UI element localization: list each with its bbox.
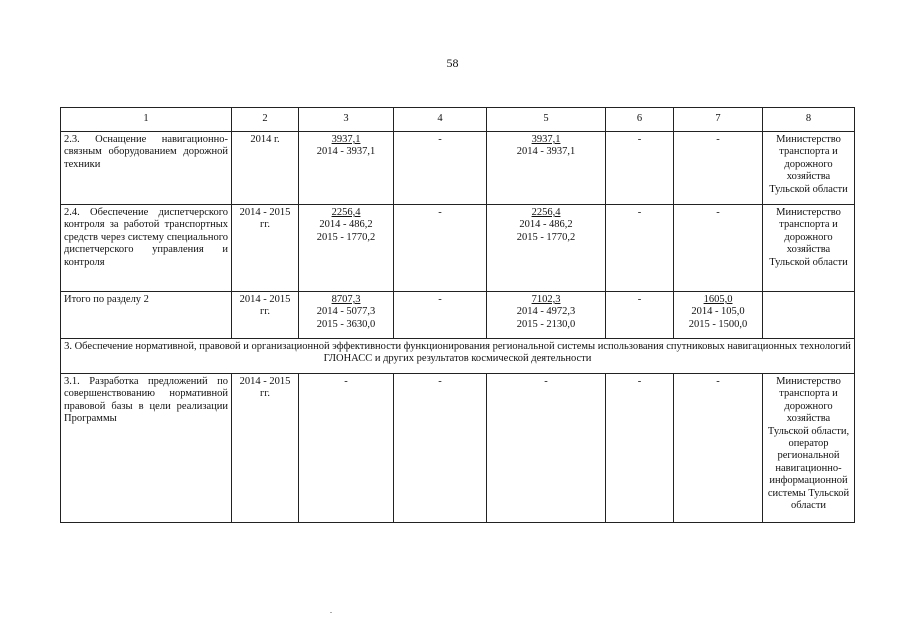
funding-cell-col6: -: [606, 374, 674, 523]
period-line: 2014 - 2015: [239, 207, 291, 218]
responsible-line: транспорта и: [779, 219, 838, 231]
period-cell: [232, 292, 299, 339]
responsible-line: Тульской области: [769, 183, 848, 195]
funding-sum-col7: 1605,0: [703, 294, 733, 305]
responsible-line: региональной: [777, 450, 840, 462]
funding-cell-col6: -: [606, 132, 674, 205]
total-funding-cell: [299, 132, 394, 205]
measure-name: 3.1. Разработка предложений по совершенствованию нормативной правовой базы в цели реализации Программы: [61, 374, 232, 523]
funding-cell-col7: -: [674, 132, 763, 205]
period-cell: [232, 205, 299, 292]
column-header: 2: [232, 108, 299, 132]
funding-cell-col4: -: [394, 132, 487, 205]
table-row: [61, 205, 855, 292]
responsible-line: хозяйства: [786, 244, 831, 256]
total-funding-sum: 2256,4: [331, 207, 361, 218]
column-header: 4: [394, 108, 487, 132]
period-line: гг.: [259, 388, 271, 400]
funding-cell-col4: -: [394, 205, 487, 292]
period-line: гг.: [259, 306, 271, 318]
funding-year-line: 2014 - 486,2: [319, 219, 373, 231]
responsible-line: хозяйства: [786, 171, 831, 183]
funding-year-line: 2014 - 3937,1: [316, 146, 376, 158]
total-funding-cell: [299, 205, 394, 292]
table-header-row: [61, 108, 855, 132]
responsible-cell: [763, 292, 855, 339]
funding-cell-col6: -: [606, 292, 674, 339]
column-header: 3: [299, 108, 394, 132]
responsible-line: Тульской области,: [767, 425, 850, 437]
funding-cell-col6: -: [606, 205, 674, 292]
funding-sum-col5: 3937,1: [531, 134, 561, 145]
column-header: 6: [606, 108, 674, 132]
responsible-line: области: [790, 500, 827, 512]
funding-year-line: 2015 - 1770,2: [516, 231, 576, 243]
funding-cell-col4: -: [394, 374, 487, 523]
measure-name: 2.3. Оснащение навигационно-связным оборудованием дорожной техники: [61, 132, 232, 205]
responsible-cell: [763, 132, 855, 205]
responsible-cell: [763, 205, 855, 292]
funding-cell-col5: -: [487, 374, 606, 523]
period-cell: [232, 132, 299, 205]
period-line: 2014 - 2015: [239, 376, 291, 387]
responsible-line: дорожного: [784, 400, 833, 412]
responsible-line: оператор: [788, 438, 829, 450]
funding-cell-col7: -: [674, 205, 763, 292]
funding-sum-col5: 7102,3: [531, 294, 561, 305]
responsible-line: дорожного: [784, 158, 833, 170]
table-row: [61, 374, 855, 523]
total-funding-cell: -: [299, 374, 394, 523]
funding-cell-col5: [487, 205, 606, 292]
column-header: 7: [674, 108, 763, 132]
column-header: 5: [487, 108, 606, 132]
period-line: 2014 г.: [250, 134, 280, 145]
responsible-line: навигационно-: [775, 462, 842, 474]
funding-year-line: 2014 - 4972,3: [516, 306, 576, 318]
responsible-cell: [763, 374, 855, 523]
funding-year-line: 2015 - 2130,0: [516, 318, 576, 330]
section-title: 3. Обеспечение нормативной, правовой и организационной эффективности функционирования региональной системы использования спутниковых навигационных технологий ГЛОНАСС и других результатов космической деятельности: [61, 339, 855, 374]
responsible-line: системы Тульской: [767, 487, 850, 499]
responsible-line: дорожного: [784, 231, 833, 243]
table-row: [61, 132, 855, 205]
scan-speck: [330, 612, 332, 613]
funding-year-line: 2015 - 3630,0: [316, 318, 376, 330]
measure-name: 2.4. Обеспечение диспетчерского контроля за работой транспортных средств через систему специального диспетчерского управления и контроля: [61, 205, 232, 292]
measure-name: Итого по разделу 2: [61, 292, 232, 339]
funding-cell-col4: -: [394, 292, 487, 339]
funding-cell-col5: [487, 292, 606, 339]
total-funding-sum: 8707,3: [331, 294, 361, 305]
funding-cell-col7: [674, 292, 763, 339]
column-header: 1: [61, 108, 232, 132]
funding-year-line: 2014 - 486,2: [519, 219, 573, 231]
funding-sum-col5: 2256,4: [531, 207, 561, 218]
funding-year-line: 2015 - 1500,0: [688, 318, 748, 330]
program-table: [60, 107, 855, 523]
responsible-line: Тульской области: [769, 256, 848, 268]
responsible-line: Министерство: [776, 134, 841, 145]
responsible-line: Министерство: [776, 207, 841, 218]
total-funding-cell: [299, 292, 394, 339]
total-funding-sum: 3937,1: [331, 134, 361, 145]
table-row-total: [61, 292, 855, 339]
responsible-line: транспорта и: [779, 388, 838, 400]
funding-year-line: 2014 - 3937,1: [516, 146, 576, 158]
page-number: 58: [446, 56, 459, 70]
funding-year-line: 2015 - 1770,2: [316, 231, 376, 243]
period-line: гг.: [259, 219, 271, 231]
funding-year-line: 2014 - 105,0: [691, 306, 745, 318]
funding-cell-col5: [487, 132, 606, 205]
funding-year-line: 2014 - 5077,3: [316, 306, 376, 318]
responsible-line: информационной: [769, 475, 848, 487]
column-header: 8: [763, 108, 855, 132]
responsible-line: Министерство: [776, 376, 841, 387]
funding-cell-col7: -: [674, 374, 763, 523]
period-line: 2014 - 2015: [239, 294, 291, 305]
period-cell: [232, 374, 299, 523]
responsible-line: транспорта и: [779, 146, 838, 158]
responsible-line: хозяйства: [786, 413, 831, 425]
section-title-row: [61, 339, 855, 374]
